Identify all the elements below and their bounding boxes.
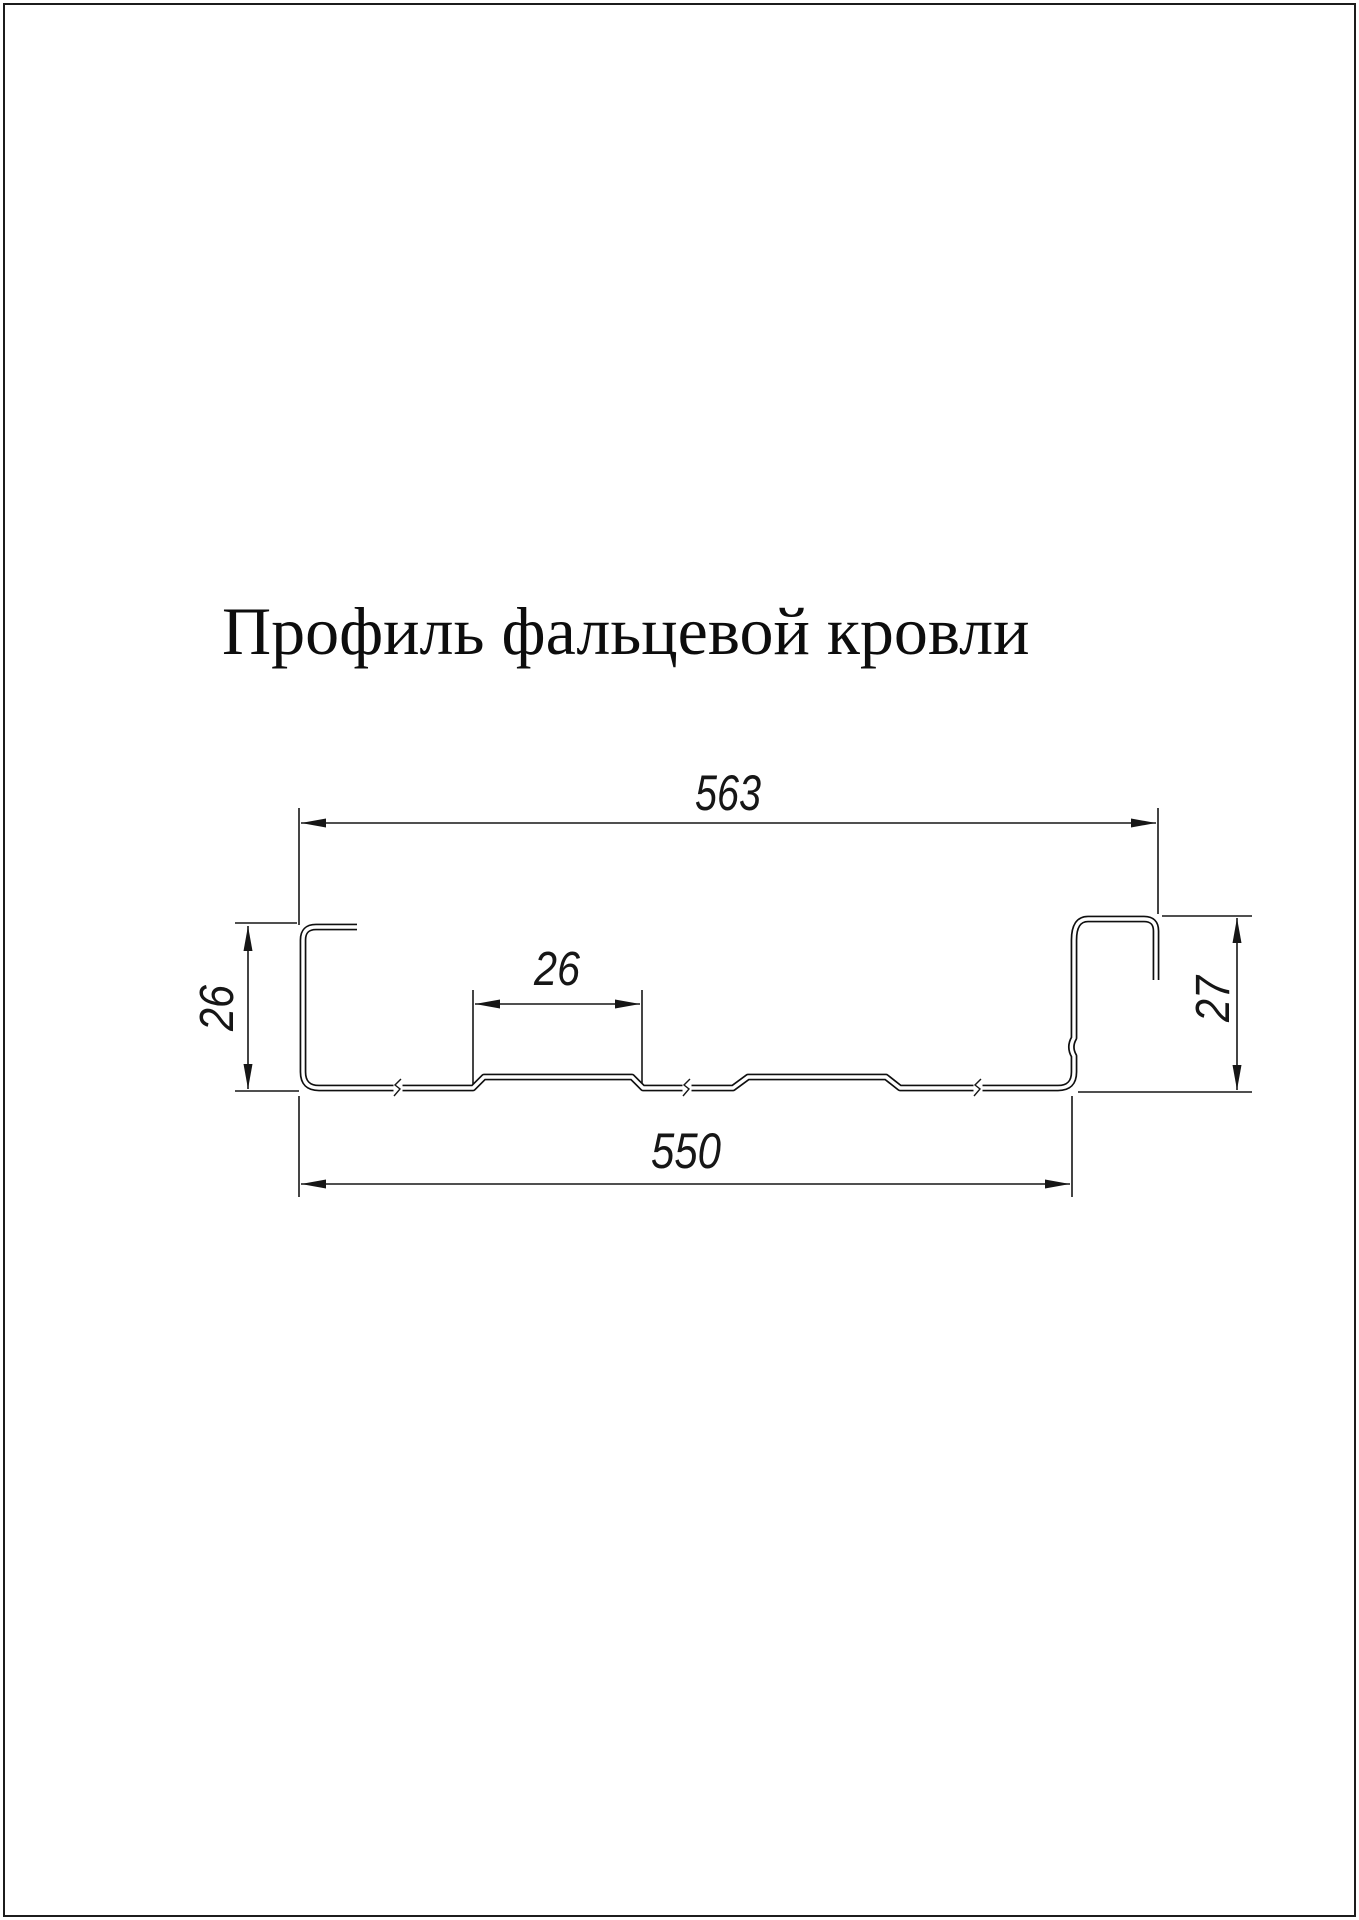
page-title: Профиль фальцевой кровли: [222, 593, 1030, 669]
profile-outline: [303, 919, 1156, 1096]
dimension-label: 26: [191, 977, 244, 1031]
dimension-left-seam-height: [191, 923, 299, 1091]
arrowhead-icon: [301, 819, 326, 828]
break-mark: [394, 1079, 401, 1096]
break-mark: [974, 1079, 981, 1096]
dimension-base-width: [299, 1096, 1072, 1197]
arrowhead-icon: [1045, 1180, 1070, 1189]
arrowhead-icon: [1233, 918, 1242, 943]
break-mark: [683, 1079, 690, 1096]
profile-sheet-inner: [303, 919, 1156, 1088]
arrowhead-icon: [244, 926, 253, 951]
dimension-label: 26: [533, 943, 581, 996]
dimension-label: 27: [1187, 968, 1240, 1022]
arrowhead-icon: [475, 1000, 500, 1009]
profile-sheet-outer: [303, 919, 1156, 1088]
arrowhead-icon: [244, 1064, 253, 1089]
arrowhead-icon: [1233, 1065, 1242, 1090]
dimension-top-width: [299, 765, 1158, 925]
dimension-center-rib-width: [473, 943, 642, 1084]
dimension-label: 563: [695, 765, 762, 821]
dimension-label: 550: [651, 1123, 722, 1179]
arrowhead-icon: [301, 1180, 326, 1189]
dimension-right-seam-height: [1078, 916, 1252, 1092]
arrowhead-icon: [615, 1000, 640, 1009]
arrowhead-icon: [1131, 819, 1156, 828]
